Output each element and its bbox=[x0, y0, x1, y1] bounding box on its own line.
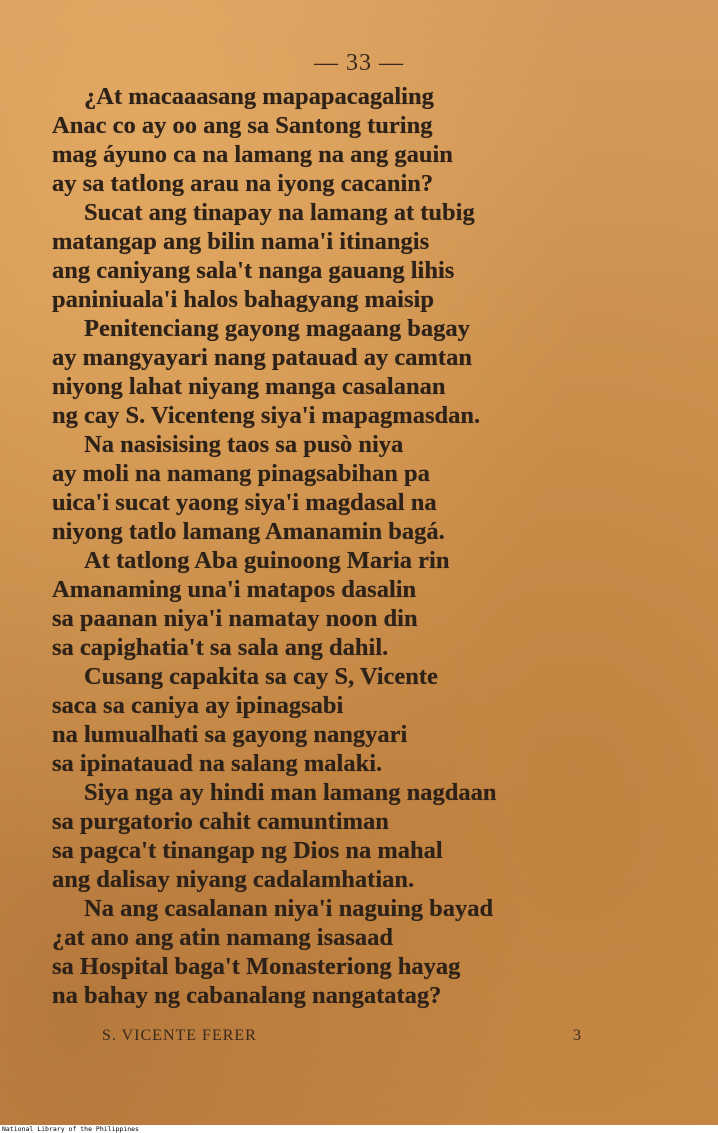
verse-line: At tatlong Aba guinoong Maria rin bbox=[84, 547, 450, 574]
verse-line: niyong lahat niyang manga casalanan bbox=[52, 373, 446, 400]
verse-line: ay sa tatlong arau na iyong cacanin? bbox=[52, 170, 434, 197]
verse-line: Cusang capakita sa cay S, Vicente bbox=[84, 663, 438, 690]
verse-block bbox=[52, 82, 692, 1010]
verse-line: Sucat ang tinapay na lamang at tubig bbox=[84, 199, 475, 226]
signature-mark: 3 bbox=[573, 1027, 581, 1044]
verse-line: sa pagca't tinangap ng Dios na mahal bbox=[52, 837, 443, 864]
verse-line: niyong tatlo lamang Amanamin bagá. bbox=[52, 518, 445, 545]
verse-line: uica'i sucat yaong siya'i magdasal na bbox=[52, 489, 437, 516]
verse-line: ¿at ano ang atin namang isasaad bbox=[52, 924, 394, 951]
verse-line: ay mangyayari nang patauad ay camtan bbox=[52, 344, 472, 371]
verse-line: Anac co ay oo ang sa Santong turing bbox=[52, 112, 433, 139]
library-credit: National Library of the Philippines bbox=[2, 1125, 139, 1133]
verse-line: Penitenciang gayong magaang bagay bbox=[84, 315, 470, 342]
verse-line: sa capighatia't sa sala ang dahil. bbox=[52, 634, 389, 661]
verse-line: na lumualhati sa gayong nangyari bbox=[52, 721, 408, 748]
verse-line: matangap ang bilin nama'i itinangis bbox=[52, 228, 430, 255]
verse-line: ¿At macaaasang mapapacagaling bbox=[84, 83, 434, 110]
verse-line: ang dalisay niyang cadalamhatian. bbox=[52, 866, 415, 893]
verse-line: Na ang casalanan niya'i naguing bayad bbox=[84, 895, 494, 922]
footer-title: S. VICENTE FERER bbox=[102, 1027, 257, 1044]
verse-line: sa ipinatauad na salang malaki. bbox=[52, 750, 383, 777]
verse-line: sa purgatorio cahit camuntiman bbox=[52, 808, 389, 835]
verse-line: mag áyuno ca na lamang na ang gauin bbox=[52, 141, 453, 168]
verse-line: na bahay ng cabanalang nangatatag? bbox=[52, 982, 442, 1009]
verse-line: ay moli na namang pinagsabihan pa bbox=[52, 460, 430, 487]
verse-line: paniniuala'i halos bahagyang maisip bbox=[52, 286, 434, 313]
verse-line: sa paanan niya'i namatay noon din bbox=[52, 605, 418, 632]
verse-line: ng cay S. Vicenteng siya'i mapagmasdan. bbox=[52, 402, 481, 429]
verse-line: Siya nga ay hindi man lamang nagdaan bbox=[84, 779, 497, 806]
verse-line: sa Hospital baga't Monasteriong hayag bbox=[52, 953, 461, 980]
verse-line: saca sa caniya ay ipinagsabi bbox=[52, 692, 344, 719]
verse-line: Amanaming una'i matapos dasalin bbox=[52, 576, 417, 603]
verse-line: ang caniyang sala't nanga gauang lihis bbox=[52, 257, 455, 284]
verse-line: Na nasisising taos sa pusò niya bbox=[84, 431, 404, 458]
page-number: — 33 — bbox=[314, 50, 404, 76]
